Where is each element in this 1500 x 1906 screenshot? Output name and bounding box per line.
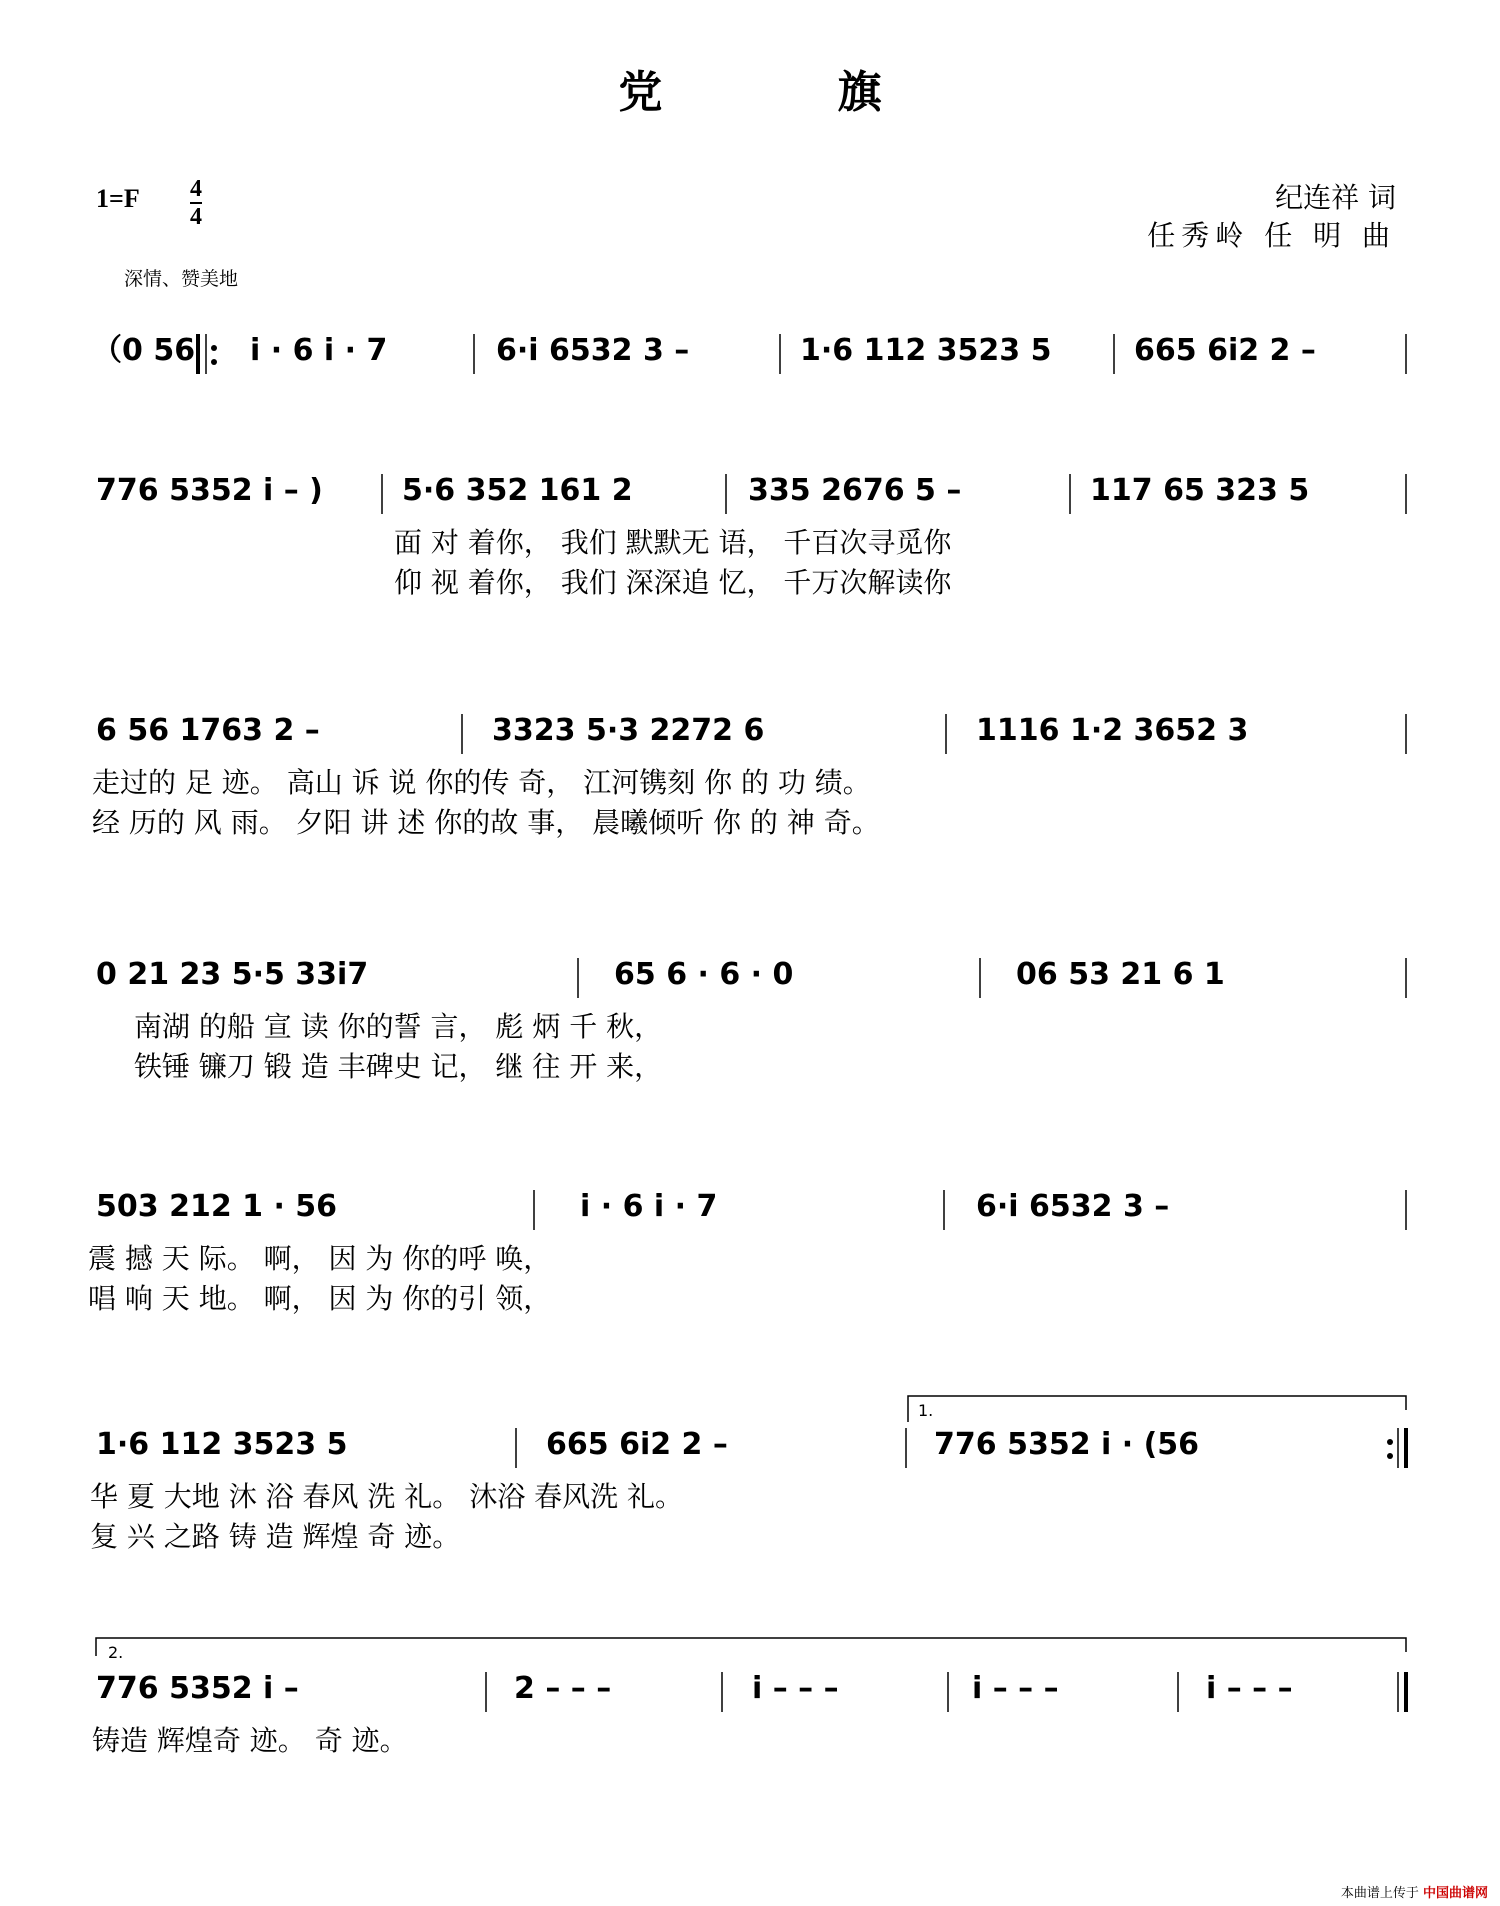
page-title: 党 旗 (618, 67, 962, 118)
score-system-4 (0, 944, 1500, 1104)
score-system-1 (0, 320, 1500, 400)
lyrics-verse-1: 震 撼 天 际。 啊， 因 为 你的呼 唤， (88, 1242, 552, 1275)
svg-text:335 2676 5 –: 335 2676 5 – (748, 473, 962, 508)
notes-system-2: 776 5352 i – ) (96, 473, 323, 508)
score-system-6 (0, 1386, 1500, 1576)
lyrics-verse-2: 复 兴 之路 铸 造 辉煌 奇 迹。 (90, 1520, 461, 1553)
svg-text:i – – –: i – – – (752, 1671, 839, 1706)
score-system-7 (0, 1632, 1500, 1772)
tempo-marking: 深情、赞美地 (124, 268, 239, 290)
lyricist-credit: 纪连祥 词 (1275, 181, 1396, 214)
lyrics-verse-1: 华 夏 大地 沐 浴 春风 洗 礼。 沐浴 春风洗 礼。 (90, 1480, 684, 1513)
lyrics-verse-2: 铁锤 镰刀 锻 造 丰碑史 记， 继 往 开 来， (134, 1050, 663, 1083)
lyrics-verse-2: 经 历的 风 雨。 夕阳 讲 述 你的故 事， 晨曦倾听 你 的 神 奇。 (92, 806, 880, 839)
svg-text:5·6 352 161 2: 5·6 352 161 2 (402, 473, 633, 508)
lyrics-verse-2: 仰 视 着你， 我们 深深追 忆， 千万次解读你 (394, 566, 952, 599)
svg-text:2 – – –: 2 – – – (514, 1671, 612, 1706)
lyrics-verse-1: 铸造 辉煌奇 迹。 奇 迹。 (92, 1724, 408, 1757)
lyrics-verse-1: 面 对 着你， 我们 默默无 语， 千百次寻觅你 (394, 526, 952, 559)
svg-text:i – – –: i – – – (972, 1671, 1059, 1706)
notes-system-1: （0 56 (92, 333, 196, 368)
svg-text:117 65 323 5: 117 65 323 5 (1090, 473, 1310, 508)
time-signature (190, 176, 202, 230)
svg-text:1·6 112 3523 5: 1·6 112 3523 5 (800, 333, 1052, 368)
svg-text:1116 1·2 3652 3: 1116 1·2 3652 3 (976, 713, 1249, 748)
footer-credit (1341, 1882, 1488, 1901)
svg-text:6·i 6532 3 –: 6·i 6532 3 – (976, 1189, 1170, 1224)
volta-1: 1. (918, 1401, 934, 1420)
volta-2: 2. (108, 1643, 124, 1662)
notes-system-4: 0 21 23 5·5 33i7 (96, 957, 369, 992)
svg-text:6·i 6532 3 –: 6·i 6532 3 – (496, 333, 690, 368)
score-system-3 (0, 700, 1500, 860)
notes-system-5: 503 212 1 · 56 (96, 1189, 338, 1224)
time-signature-top: 4 (190, 176, 202, 202)
score-system-5 (0, 1176, 1500, 1336)
footer-prefix: 本曲谱上传于 (1340, 1886, 1419, 1901)
svg-text:665 6i2 2 –: 665 6i2 2 – (546, 1427, 728, 1462)
notes-system-6: 1·6 112 3523 5 (96, 1427, 348, 1462)
svg-text:i – – –: i – – – (1206, 1671, 1293, 1706)
svg-text:776 5352 i · (56: 776 5352 i · (56 (934, 1427, 1200, 1462)
svg-text:665 6i2 2 –: 665 6i2 2 – (1134, 333, 1316, 368)
svg-text:i · 6 i · 7: i · 6 i · 7 (250, 333, 388, 368)
time-signature-bottom: 4 (190, 204, 202, 230)
svg-text:3323 5·3 2272 6: 3323 5·3 2272 6 (492, 713, 765, 748)
notes-system-3: 6 56 1763 2 – (96, 713, 320, 748)
lyrics-verse-1: 南湖 的船 宣 读 你的誓 言， 彪 炳 千 秋， (134, 1010, 663, 1043)
footer-site[interactable]: 中国曲谱网 (1422, 1886, 1488, 1901)
lyrics-verse-1: 走过的 足 迹。 高山 诉 说 你的传 奇， 江河镌刻 你 的 功 绩。 (92, 766, 871, 799)
lyrics-verse-2: 唱 响 天 地。 啊， 因 为 你的引 领， (88, 1282, 552, 1315)
composer-credit: 任秀岭 任 明 曲 (1147, 219, 1396, 252)
svg-text:65 6 · 6 · 0: 65 6 · 6 · 0 (614, 957, 794, 992)
svg-text:i · 6 i · 7: i · 6 i · 7 (580, 1189, 718, 1224)
score-system-2 (0, 460, 1500, 620)
key-signature: 1=F (96, 184, 140, 213)
svg-text:06 53 21 6 1: 06 53 21 6 1 (1016, 957, 1225, 992)
notes-system-7: 776 5352 i – (96, 1671, 299, 1706)
